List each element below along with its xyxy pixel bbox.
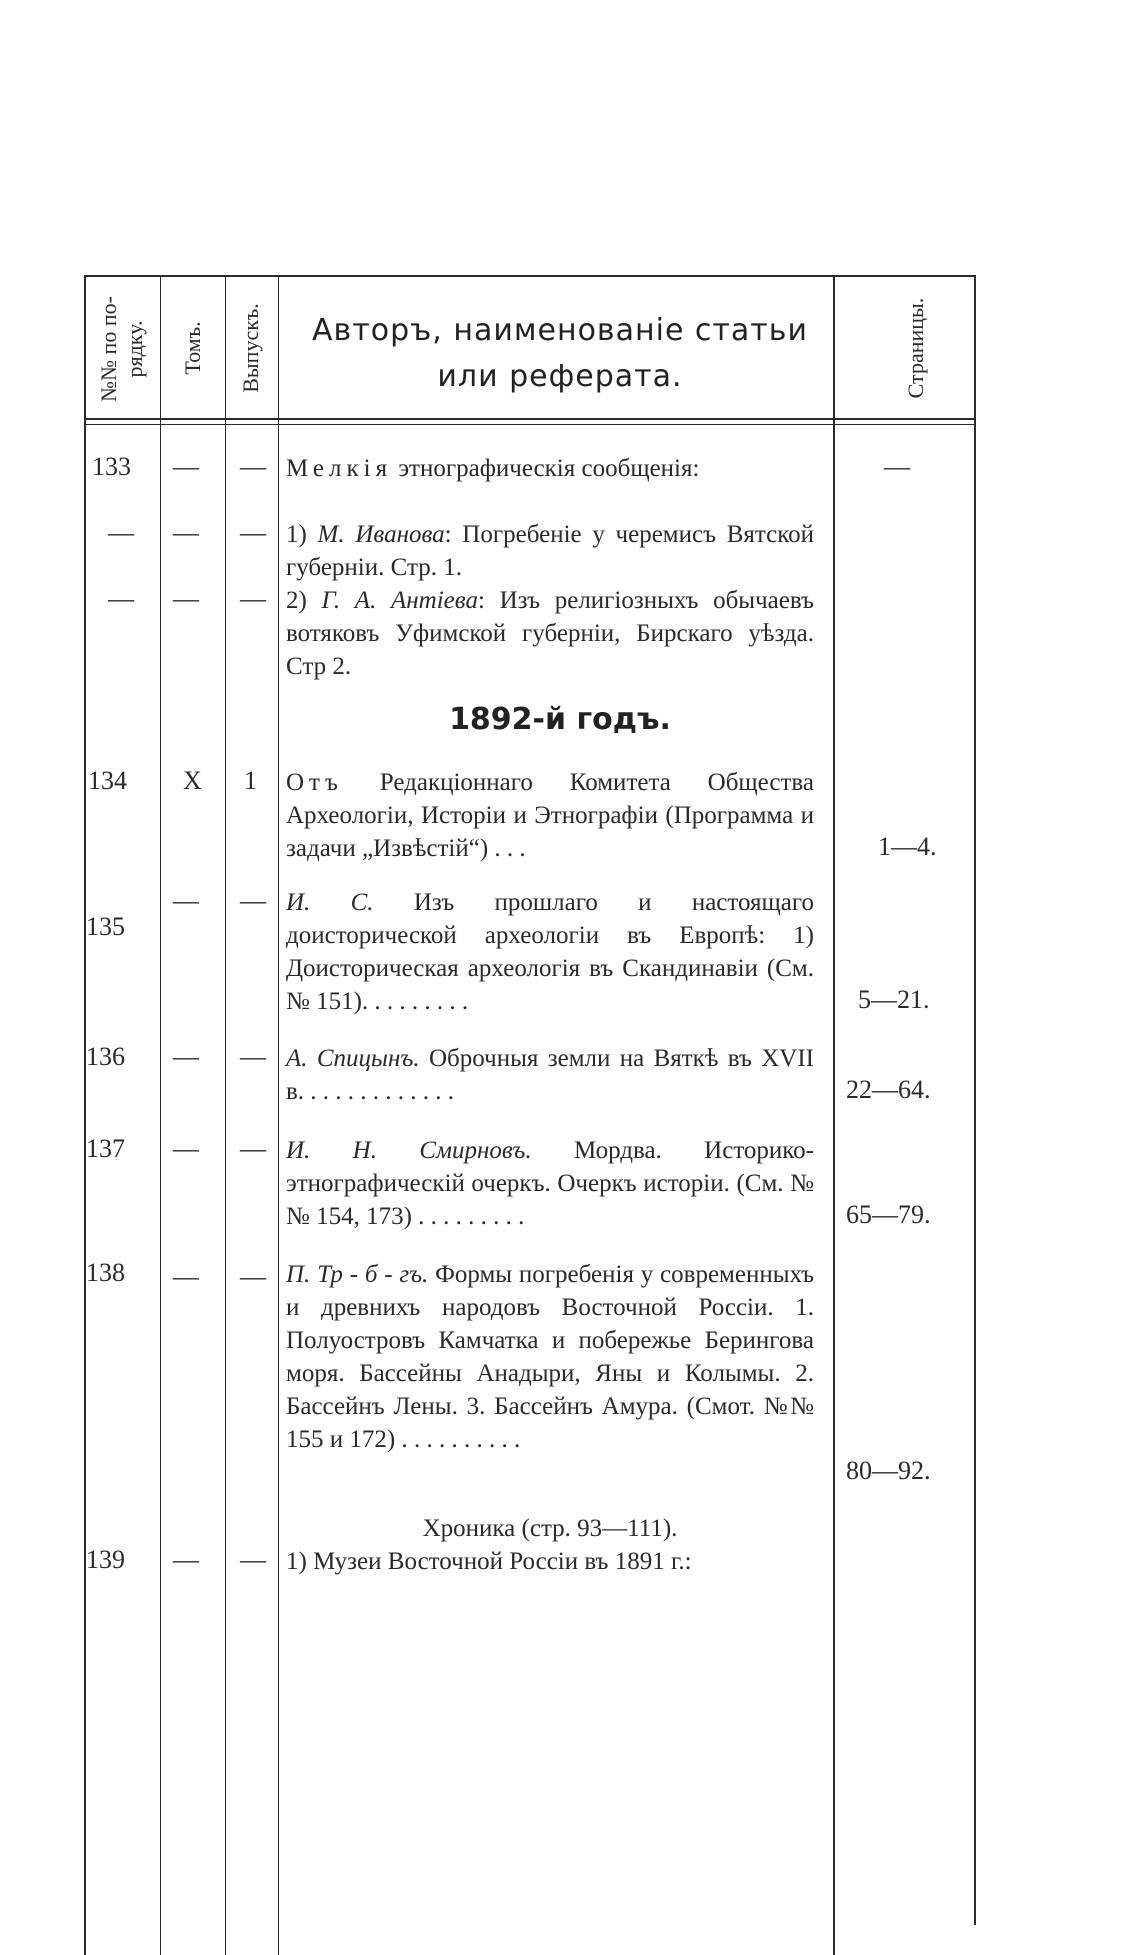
row-issue: — [240,1262,266,1291]
entry-134: Отъ Редакціоннаго Комитета Общества Археологіи, Исторіи и Этнографіи (Программа и задачи „Извѣстій“) . . . [286,769,814,862]
row-volume: X [183,766,202,795]
row-volume: — [173,518,199,547]
year-heading: 1892-й годъ. [449,702,671,737]
entry-138: П. Тр - б - гъ. Формы погребенія у современныхъ и древнихъ народовъ Восточной Россіи. 1. Полуостровъ Камчатка и побережье Берингова моря. Бассейны Анадыри, Яны и Колымы. 2. Бассейнъ Лены. 3. Бассейнъ Амура. (Смот. №№ 155 и 172) . . . . . . . . . . [286,1261,814,1453]
row-issue: 1 [244,766,257,795]
row-volume: — [173,1545,199,1574]
row-pages: 1—4. [878,832,937,861]
header-divider [84,418,976,420]
row-number: 136 [86,1042,125,1071]
header-col-volume: Томъ. [180,321,205,375]
entry-133-2: 2) Г. А. Антіева: Изъ религіозныхъ обычаевъ вотяковъ Уфимской губерніи, Бирскаго уѣзда. Стр 2. [286,587,814,680]
row-number: 134 [88,766,127,795]
row-volume: — [173,1042,199,1071]
row-pages: 65—79. [846,1200,931,1229]
row-issue: — [240,1042,266,1071]
entry-137: И. Н. Смирновъ. Мордва. Историко-этнографическій очеркъ. Очеркъ исторіи. (См. №№ 154, 173) . . . . . . . . . [286,1137,814,1230]
header-col-title: Авторъ, наименованіе статьи или реферата. [312,313,808,394]
row-issue: — [240,518,266,547]
row-number: 133 [92,452,131,481]
table-top-border [84,275,976,277]
col-divider-3 [278,275,279,1955]
table-right-border [974,275,976,1925]
row-pages: — [884,452,910,481]
row-number: 137 [86,1134,125,1163]
row-number: — [108,584,134,613]
row-number: 138 [86,1258,125,1287]
entry-139: 1) Музеи Восточной Россіи въ 1891 г.: [286,1548,692,1575]
row-pages: 5—21. [858,985,930,1014]
row-pages: 22—64. [846,1075,931,1104]
row-number: 135 [86,912,125,941]
row-number: — [108,518,134,547]
row-issue: — [240,1134,266,1163]
row-volume: — [173,1134,199,1163]
row-volume: — [173,1262,199,1291]
col-divider-2 [225,275,226,1955]
row-issue: — [240,1545,266,1574]
row-number: 139 [86,1545,125,1574]
table-left-border [84,275,86,1955]
row-pages: 80—92. [846,1456,931,1485]
col-divider-1 [160,275,161,1955]
row-volume: — [173,452,199,481]
entry-133: Мелкія этнографическія сообщенія: [286,455,700,482]
row-issue: — [240,886,266,915]
entry-136: А. Спицынъ. Оброчныя земли на Вяткѣ въ XVII в. . . . . . . . . . . . . [286,1045,814,1105]
chronicle-heading: Хроника (стр. 93—111). [422,1515,678,1542]
header-col-pages: Страницы. [903,297,928,399]
col-divider-4 [833,275,835,1955]
header-col-issue: Выпускъ. [238,303,263,393]
entry-133-1: 1) М. Иванова: Погребеніе у черемисъ Вятской губерніи. Стр. 1. [286,521,814,581]
header-divider-second [84,424,976,425]
row-volume: — [173,584,199,613]
entry-135: И. С. Изъ прошлаго и настоящаго доисторической археологіи въ Европѣ: 1) Доисторическая археологія въ Скандинавіи (См. № 151). . . . . . . . . [286,889,815,1015]
row-issue: — [240,452,266,481]
header-col-number: №№ по по- рядку. [96,296,147,402]
row-issue: — [240,584,266,613]
row-volume: — [173,886,199,915]
